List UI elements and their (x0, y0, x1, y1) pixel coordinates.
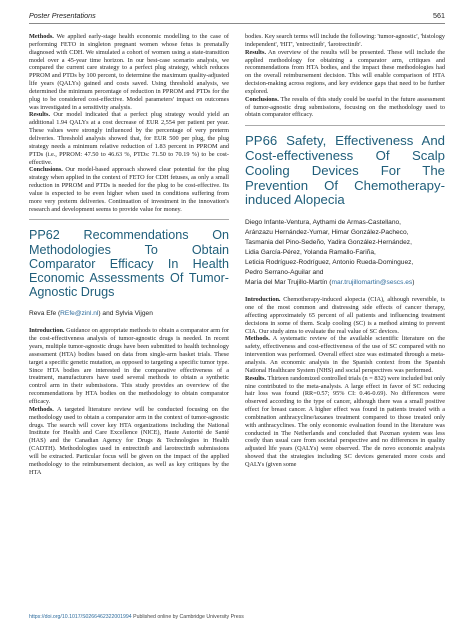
paragraph-text: An overview of the results will be presented. These will include the applied methodology for obtaining a comparator arm, critiques and recommendations from HTA bodies, and the impact these methodologies had on the overall reimbursement decision. This will enable comparison of HTA decision-making across regions, and key evidence gaps that need to be further explored. (245, 48, 445, 95)
paragraph-text: Chemotherapy-induced alopecia (CIA), although reversible, is one of the most common and distressing side effects of cancer therapy, affecting approximately 65 percent of all patients and influencing treatment decisions in some of them. Scalp cooling (SC) is a method aiming to prevent CIA. Our study aims to evaluate the real value of SC devices. (245, 296, 445, 335)
paragraph (29, 166, 229, 213)
paragraph (245, 296, 445, 335)
section-divider (29, 219, 229, 220)
paragraph-lead: Results. (29, 111, 51, 119)
page-number: 561 (433, 11, 445, 20)
paragraph (245, 375, 445, 469)
paragraph-text: A systematic review of the available scientific literature on the safety, effectiveness and cost-effectiveness of the use of SC compared with no intervention was performed. Overall effect size was estimated through a meta-analysis. An economic analysis in the Spanish context from the Spanish National Healthcare System (NHS) and social perspectives was performed. (245, 335, 445, 374)
author-line: Diego Infante-Ventura, Aythami de Armas-Castellano, (245, 219, 402, 227)
author-line: Pedro Serrano-Aguilar and (245, 269, 324, 277)
paragraph-lead: Conclusions. (29, 166, 63, 174)
paragraph-lead: Results. (245, 48, 267, 56)
author-email-link[interactable]: mar.trujillomartin@sescs.es (331, 279, 413, 287)
paragraph-lead: Introduction. (29, 327, 65, 335)
author-line: Aránzazu Hernández-Yumar, Himar González-Pacheco, (245, 229, 409, 237)
author-name: Reva Efe ( (29, 310, 61, 318)
paragraph-lead: Methods. (29, 33, 54, 40)
pp62-authors (29, 309, 229, 319)
doi-link[interactable]: https://doi.org/10.1017/S0266462322001994 (29, 614, 132, 620)
paragraph (29, 327, 229, 405)
paragraph-text: Guidance on appropriate methods to obtain a comparator arm for the cost-effectiveness analysis of tumor-agnostic drugs is needed. In recent years, multiple tumor-agnostic drugs have been submitted to health technology assessment (HTA) bodies based on data from single-arm basket trials. These target a specific genetic mutation, as opposed to targeting a specific tumor type. Since HTA bodies are interested in the comparative effectiveness of a treatment, manufacturers have used several methods to obtain a synthetic control arm in their submissions. This study provides an overview of the recommendations by HTA bodies on the methodology to obtain comparator efficacy. (29, 327, 229, 406)
paragraph-lead: Introduction. (245, 296, 281, 304)
paragraph-text: A targeted literature review will be conducted focusing on the methodology used to obtain a comparator arm in the context of tumor-agnostic drugs. The search will cover key HTA organizations including the National Institute for Health and Care Excellence (NICE), Haute Autorité de Santé (HAS) and the Canadian Agency for Drugs & Technologies in Health (CADTH). Methodologies used in entrectinib and larotrectinib submissions will be extracted. Particular focus will be given on the impact of the applied methodology to the reimbursement decision, as well as key critiques by the HTA (29, 405, 229, 476)
section-title: Poster Presentations (29, 11, 96, 20)
author-line (245, 278, 445, 288)
paragraph-lead: Methods. (29, 405, 54, 413)
paragraph-lead: Methods. (245, 335, 270, 343)
paragraph (245, 33, 445, 49)
author-line: Leticia Rodríguez-Rodríguez, Antonio Rueda-Dominguez, (245, 259, 414, 267)
left-column (29, 33, 229, 476)
paragraph-text: The results of this study could be useful in the future assessment of tumor-agnostic drug submissions, focusing on the methodology used to obtain comparator efficacy. (245, 95, 445, 119)
pp62-title: PP62 Recommendations On Methodologies To Obtain Comparator Efficacy In Health Economic Assessments Of Tumor-Agnostic Drugs (29, 228, 229, 300)
paragraph (245, 335, 445, 374)
paragraph-text: We applied early-stage health economic modelling to the case of performing FETO in singleton pregnant women whose fetus is prenatally diagnosed with CDH. We simulated a cohort of women using a state-transition model over a 45-year time horizon. In our best-case scenario analysis, we compared the current care strategy to a perfect plug strategy, which reduces PPROM and PTDs by 100 percent, to determine the maximum quality-adjusted life years (QALYs) gained and costs saved. Using threshold analysis, we determined the minimum percentage of reduction in PPROM and PTDs for the plug to be considered cost-effective. Model parameters' impact on outcomes was investigated in a sensitivity analysis. (29, 33, 229, 111)
paragraph-text: Our model indicated that a perfect plug strategy would yield an additional 1.94 QALYs at a cost decrease of EUR 2,554 per patient per year. These values were strongly influenced by the percentage of very preterm deliveries. Threshold analysis showed that, for EUR 500 per plug, the plug strategy needs a minimum relative reduction of 1.83 percent in PPROM and PTDs (i.e., PPROM: 47.50 to 46.63 %, PTDs: 71.50 to 70.19 %) to be cost-effective. (29, 111, 229, 166)
author-name: ) and Sylvia Vijgen (98, 310, 153, 318)
author-line: Lidia García-Pérez, Yolanda Ramallo-Fariña, (245, 249, 376, 257)
paragraph-text: Thirteen randomized controlled trials (n = 832) were included but only nine contributed to the meta-analysis. A large effect in favor of SC reducing hair loss was found (RR=0.57; 95% CI: 0.46-0.69). No differences were observed according to the type of cancer, although there was a small positive effect for breast cancer. A higher effect was found in patients treated with a combination anthracycline/taxanes treatment compared to those treated only with anthracyclines. The only economic evaluation found in the literature was conducted in The Netherlands and concluded that Paxman system was less costly than usual care from societal perspective and no differences in quality adjusted life years (QALYs) were observed. The de novo economic analysis showed that the strategies including SC devices generated more costs and QALYs (given some (245, 374, 445, 468)
paragraph (245, 96, 445, 120)
paragraph (29, 406, 229, 477)
paragraph-text: bodies. Key search terms will include the following: 'tumor-agnostic', 'histology independent', 'HIT', 'entrectinib', 'larotrectinib'. (245, 33, 445, 48)
page-footer (29, 614, 445, 620)
author-name: María del Mar Trujillo-Martín ( (245, 279, 332, 287)
paragraph (29, 111, 229, 166)
previous-abstract (29, 33, 229, 213)
paragraph (245, 49, 445, 96)
page-header (29, 11, 445, 23)
footer-note: Published online by Cambridge University Press (131, 614, 244, 620)
section-divider (245, 125, 445, 126)
author-name: ) (412, 279, 415, 287)
paragraph-lead: Results. (245, 374, 267, 382)
paragraph-text: Our model-based approach showed clear potential for the plug strategy when applied in the context of FETO for CDH fetuses, as only a small reduction in PPROM and PTDs is needed for the plug to be cost-effective. Its value is expected to be even higher when used in conditions suffering from more very preterm deliveries. Continuation of investment in the innovation's research and development seems to provide value for money. (29, 166, 229, 213)
previous-abstract-continued (245, 33, 445, 119)
pp66-authors (245, 218, 445, 288)
paragraph-lead: Conclusions. (245, 95, 279, 103)
paragraph (29, 33, 229, 111)
pp66-title: PP66 Safety, Effectiveness And Cost-effectiveness Of Scalp Cooling Devices For The Prevention Of Chemotherapy-induced Alopecia (245, 133, 445, 208)
author-line: Tasmania del Pino-Sedeño, Yadira González-Hernández, (245, 239, 412, 247)
header-rule (29, 23, 445, 24)
right-column (245, 33, 445, 469)
author-email-link[interactable]: REfe@zinl.nl (60, 310, 99, 318)
